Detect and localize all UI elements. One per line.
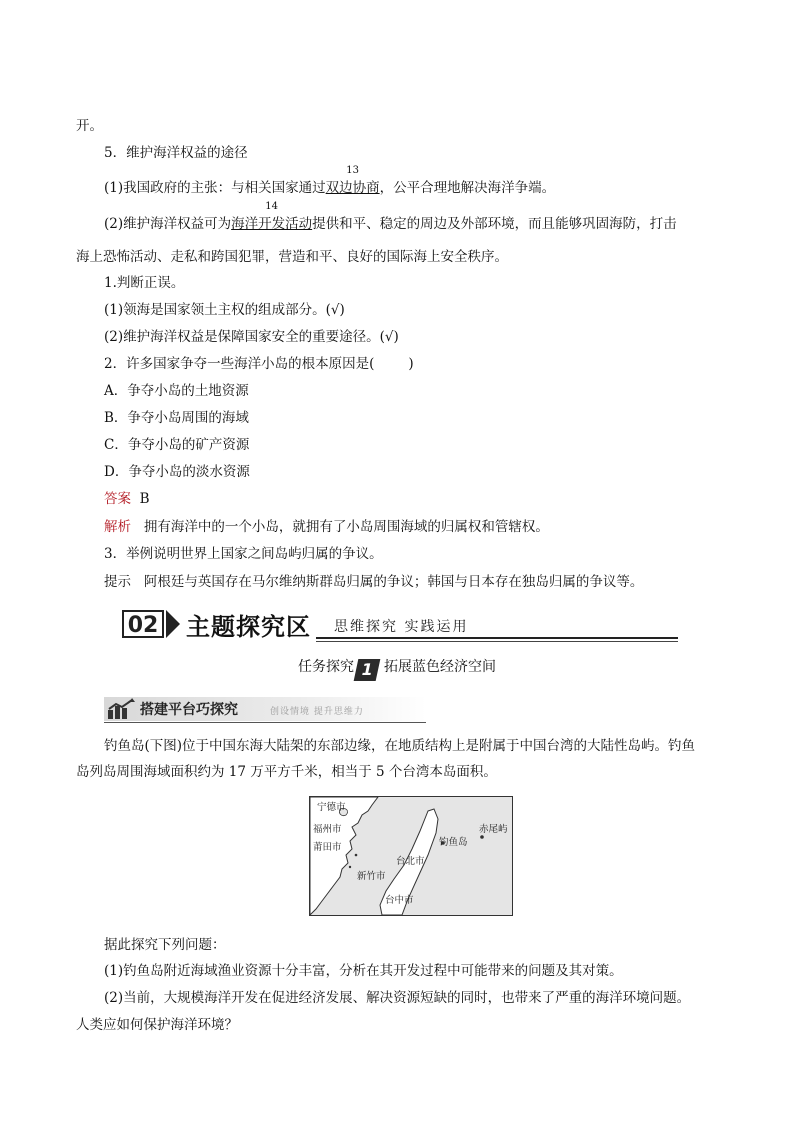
text-segment: 2．许多国家争夺一些海洋小岛的根本原因是( [104,356,375,372]
platform-tag: 创设情境 提升思维力 [270,707,364,717]
paragraph-line: 钓鱼岛(下图)位于中国东海大陆架的东部边缘，在地质结构上是附属于中国台湾的大陆性岛屿。钓鱼 [104,738,696,754]
divider [316,637,678,639]
question-2b: (2)当前，大规模海洋开发在促进经济发展、解决资源短缺的同时，也带来了严重的海洋环境问题。 [104,990,691,1006]
text-line [104,165,556,198]
task-prefix: 任务探究 [298,659,354,675]
paragraph-line: 岛列岛周围海域面积约为 17 万平方千米，相当于 5 个台湾本岛面积。 [76,764,497,780]
paragraph-line: 据此探究下列问题： [104,937,226,953]
task-number: 1 [354,659,381,681]
map-label-taizhong: 台中市 [385,895,414,906]
blank-answer: 海洋开发活动 [231,216,313,232]
question-2 [104,354,414,374]
heading-5: 5．维护海洋权益的途径 [104,145,248,161]
task-title: 拓展蓝色经济空间 [384,659,496,675]
section-banner [122,606,678,640]
platform-title: 搭建平台巧探究 [140,702,238,718]
question-3: 3．举例说明世界上国家之间岛屿归属的争议。 [104,546,383,562]
hint-line [104,572,643,592]
option-c: C．争夺小岛的矿产资源 [104,437,250,453]
analysis-label: 解析 [104,519,131,535]
text-segment: (1)我国政府的主张：与相关国家通过 [104,180,326,196]
hint-label: 提示 [104,574,131,590]
map-label-taibei: 台北市 [396,856,425,867]
section-title: 主题探究区 [186,613,311,641]
text-segment: ) [408,356,414,372]
text-segment: 提供和平、稳定的周边及外部环境，而且能够巩固海防，打击 [312,216,677,232]
text-line: 1.判断正误。 [104,275,185,291]
task-heading [0,656,794,681]
paragraph-line: 人类应如何保护海洋环境？ [76,1017,238,1033]
text-segment: (2)维护海洋权益可为 [104,216,232,232]
blank-answer: 双边协商 [325,180,380,196]
map-label-fuzhou: 福州市 [313,824,342,835]
section-number: 02 [122,610,164,638]
section-subtitle: 思维探究 实践运用 [334,619,469,635]
map-label-ningde: 宁德市 [317,802,346,813]
map-label-xinzhu: 新竹市 [357,871,386,882]
analysis-text: 拥有海洋中的一个小岛，就拥有了小岛周围海域的归属权和管辖权。 [143,519,549,535]
text-line [104,201,677,234]
fill-blank-14 [231,201,313,234]
trend-chart-icon [106,698,136,720]
text-segment: ，公平合理地解决海洋争端。 [379,180,556,196]
analysis-line [104,517,549,537]
map-label-chiwei: 赤尾屿 [479,824,508,835]
answer-label: 答案 [104,491,131,507]
divider [316,641,678,642]
option-b: B．争夺小岛周围的海域 [104,410,249,426]
blank-number: 13 [346,165,359,176]
text-line: 开。 [76,118,103,134]
platform-banner [104,697,426,723]
text-line: (1)领海是国家领土主权的组成部分。(√) [104,302,345,318]
blank-number: 14 [265,201,278,212]
option-d: D．争夺小岛的淡水资源 [104,464,250,480]
diaoyu-island-map [309,796,513,916]
map-label-putian: 莆田市 [313,842,342,853]
answer-line [104,489,150,509]
fill-blank-13 [325,165,380,198]
answer-value: B [139,491,150,507]
option-a: A．争夺小岛的土地资源 [104,383,249,399]
divider [104,722,426,723]
text-line: 海上恐怖活动、走私和跨国犯罪，营造和平、良好的国际海上安全秩序。 [76,249,508,265]
question-1: (1)钓鱼岛附近海域渔业资源十分丰富，分析在其开发过程中可能带来的问题及其对策。 [104,963,623,979]
hint-text: 阿根廷与英国存在马尔维纳斯群岛归属的争议；韩国与日本存在独岛归属的争议等。 [143,574,644,590]
text-line: (2)维护海洋权益是保障国家安全的重要途径。(√) [104,329,399,345]
map-label-diaoyu: 钓鱼岛 [439,837,468,848]
section-arrow-icon [166,610,180,638]
